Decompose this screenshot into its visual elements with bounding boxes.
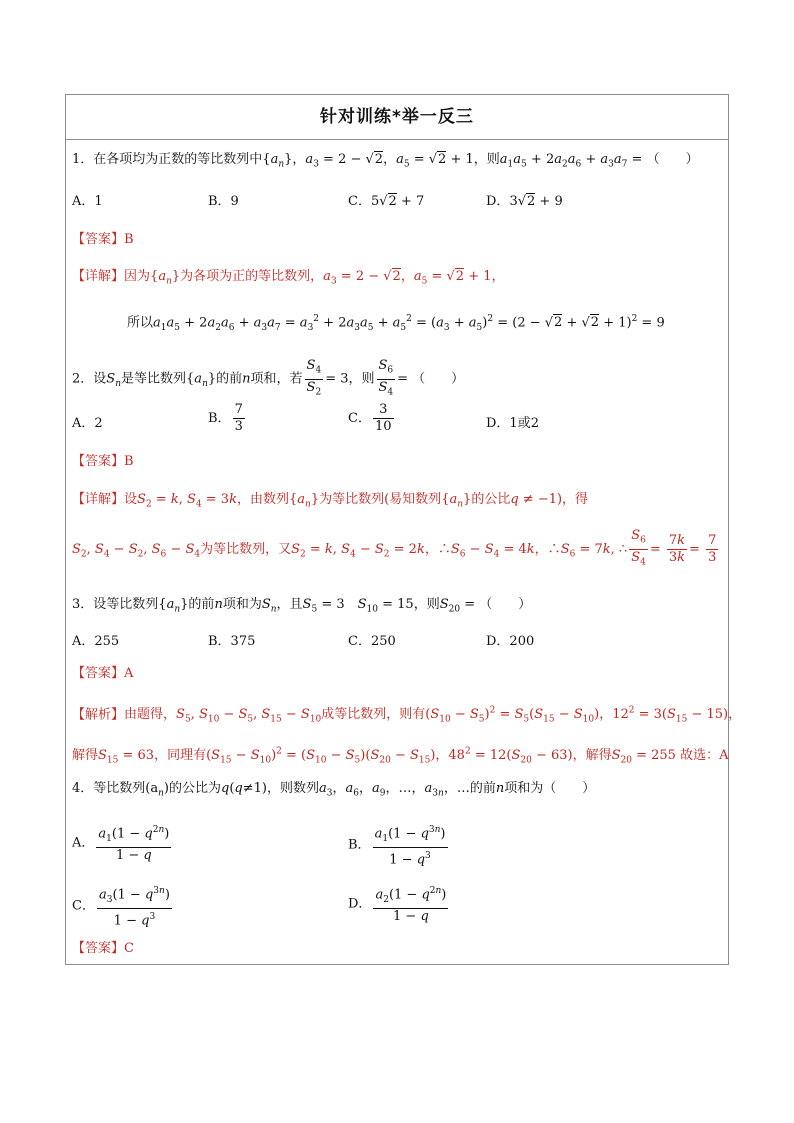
- question-4-stem: 4．等比数列$(a_n)$的公比为q(q≠1)，则数列$a_3$，$a_6$，$a_9$，…，$a_{3n}$，…的前n项和为（ ）: [72, 781, 596, 799]
- q3-option-b: B．375: [208, 634, 256, 649]
- q4-option-a: A． $\frac{a_1(1 - q^{2n})}{1 - q}$: [72, 822, 173, 864]
- q2-option-c: C． $\frac{3}{10}$: [348, 402, 392, 434]
- q1-detail: 【详解】因为$\{a_n\}$为各项为正的等比数列，$a_3 = 2 - √2$，$a_5 = √2 + 1$，: [72, 269, 505, 287]
- q2-answer: 【答案】B: [72, 454, 134, 469]
- q4-option-b: B． $\frac{a_1(1 - q^{3n})}{1 - q^3}$: [348, 822, 450, 868]
- page-title: 针对训练*举一反三: [66, 95, 728, 140]
- q3-analysis-formula: 解得$S_{15} = 63$，同理有$(S_{15} - S_{10})^2 = (S_{10} - S_5)(S_{20} - S_{15})$，$48^2 = 12(S_{20} - 63)$，解得$S_{20} = 255$ 故选：A: [72, 747, 729, 766]
- q2-detail-formula: $S_2$, $S_4 - S_2$, $S_6 - S_4$为等比数列，又$S_2 = k$, $S_4 - S_2 = 2k$，$\therefore S_6 - S_4 = 4k$，$\therefore S_6 = 7k$, ∴ $\frac{S_6}{S_4}$ = $\frac{7k}{3k}$ = $\frac{7}{3}$: [72, 528, 717, 568]
- q1-option-d: D．3√2 + 9: [486, 194, 563, 209]
- question-2-stem: 2．设$S_n$是等比数列$\{a_n\}$的前n项和，若 $\frac{S_4}{S_2}$ = 3，则 $\frac{S_6}{S_4}$ = （ ）: [72, 358, 465, 398]
- q3-option-d: D．200: [486, 634, 535, 649]
- question-1-number: 1．: [72, 152, 94, 167]
- q1-detail-formula: 所以$a_1a_5 + 2a_2a_6 + a_3a_7 = a_3^2 + 2a_3a_5 + a_5^2 = (a_3 + a_5)^2 = (2 - √2 + √2 + 1)^2 = 9$: [127, 314, 665, 333]
- question-1-blank: （ ）: [646, 152, 699, 167]
- q1-option-a: A．1: [72, 194, 103, 209]
- question-1-text: 在各项均为正数的等比数列中: [93, 152, 263, 167]
- q3-option-c: C．250: [348, 634, 396, 649]
- question-1-stem: 1．在各项均为正数的等比数列中$\{a_n\}$，$a_3 = 2 - √2$，$a_5 = √2 + 1$，则$a_1a_5 + 2a_2a_6 + a_3a_7$ = （ ）: [72, 152, 699, 170]
- question-3-stem: 3．设等比数列$\{a_n\}$的前n项和为$S_n$，且$S_5 = 3$ $S_{10} = 15$，则$S_{20}$ = （ ）: [72, 597, 532, 615]
- q4-option-d: D． $\frac{a_2(1 - q^{2n})}{1 - q}$: [348, 883, 450, 925]
- q1-option-b: B．9: [208, 194, 239, 209]
- q4-option-c: C． $\frac{a_3(1 - q^{3n})}{1 - q^3}$: [72, 883, 174, 929]
- q4-answer: 【答案】C: [72, 941, 134, 956]
- q2-detail: 【详解】设$S_2 = k$, $S_4 = 3k$，由数列$\{a_n\}$为等比数列(易知数列$\{a_n\}$的公比q ≠ −1)，得: [72, 492, 589, 510]
- q2-option-b: B． $\frac{7}{3}$: [208, 402, 243, 434]
- q2-option-a: A．2: [72, 416, 103, 431]
- q1-answer: 【答案】B: [72, 232, 134, 247]
- question-1-ask: ，则: [473, 152, 500, 167]
- q3-option-a: A．255: [72, 634, 120, 649]
- q2-option-d: D．1或2: [486, 416, 539, 431]
- q1-option-c: C．5√2 + 7: [348, 194, 425, 209]
- q3-analysis: 【解析】由题得，$S_5$, $S_{10} - S_5$, $S_{15} - S_{10}$成等比数列，则有$(S_{10} - S_5)^2 = S_5(S_{15} - S_{10})$，$12^2 = 3(S_{15} - 15)$，: [72, 706, 742, 725]
- q3-answer: 【答案】A: [72, 666, 134, 681]
